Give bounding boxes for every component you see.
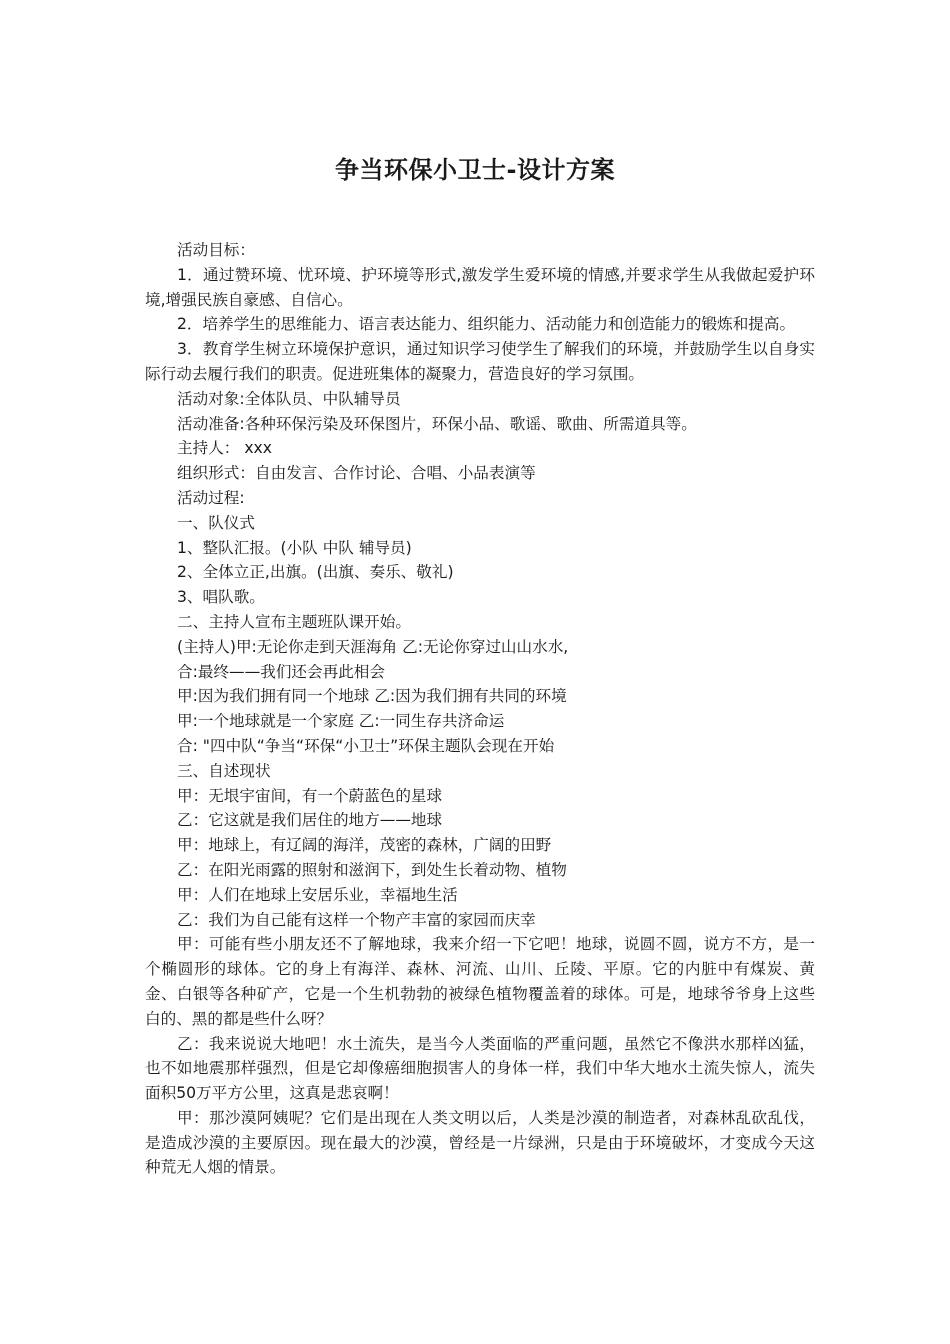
paragraph: 甲：可能有些小朋友还不了解地球，我来介绍一下它吧！地球，说圆不圆，说方不方，是一个椭圆形的球体。它的身上有海洋、森林、河流、山川、丘陵、平原。它的内脏中有煤炭、黄金、白银等各种矿产，它是一个生机勃勃的被绿色植物覆盖着的球体。可是，地球爷爷身上这些白的、黑的都是些什么呀？ [145, 935, 815, 1028]
paragraph: 甲:一个地球就是一个家庭 乙:一同生存共济命运 [177, 712, 505, 731]
paragraph: 2、全体立正,出旗。(出旗、奏乐、敬礼) [177, 563, 454, 582]
paragraph: 甲：那沙漠阿姨呢？它们是出现在人类文明以后，人类是沙漠的制造者，对森林乱砍乱伐，是造成沙漠的主要原因。现在最大的沙漠，曾经是一片绿洲，只是由于环境破坏，才变成今天这种荒无人烟的情景。 [145, 1108, 815, 1177]
paragraph: 主持人： xxx [177, 439, 273, 458]
paragraph: 3、唱队歌。 [177, 588, 265, 607]
paragraph: 3．教育学生树立环境保护意识，通过知识学习使学生了解我们的环境，并鼓励学生以自身实际行动去履行我们的职责。促进班集体的凝聚力，营造良好的学习氛围。 [145, 340, 815, 383]
paragraph: 1．通过赞环境、忧环境、护环境等形式,激发学生爱环境的情感,并要求学生从我做起爱护环境,增强民族自豪感、自信心。 [145, 265, 815, 309]
paragraph: 甲：人们在地球上安居乐业，幸福地生活 [177, 885, 458, 904]
paragraph: 活动对象:全体队员、中队辅导员 [177, 389, 401, 408]
document-body [145, 238, 815, 1180]
paragraph: 合:最终——我们还会再此相会 [177, 662, 385, 681]
paragraph: 乙：我来说说大地吧！水土流失，是当今人类面临的严重问题，虽然它不像洪水那样凶猛，也不如地震那样强烈，但是它却像癌细胞损害人的身体一样，我们中华大地水土流失惊人，流失面积50万平方公里，这真是悲哀啊！ [145, 1034, 815, 1103]
paragraph: 乙：我们为自己能有这样一个物产丰富的家园而庆幸 [177, 910, 536, 929]
paragraph: 一、队仪式 [177, 513, 255, 532]
paragraph: 三、自述现状 [177, 761, 271, 780]
paragraph: 活动过程: [177, 488, 245, 507]
paragraph: 组织形式：自由发言、合作讨论、合唱、小品表演等 [177, 464, 536, 483]
paragraph: 乙：在阳光雨露的照射和滋润下，到处生长着动物、植物 [177, 860, 567, 879]
paragraph: 合: "四中队“争当“环保“小卫士”环保主题队会现在开始 [177, 736, 555, 755]
document-title: 争当环保小卫士-设计方案 [335, 156, 615, 184]
paragraph: 甲:因为我们拥有同一个地球 乙:因为我们拥有共同的环境 [177, 687, 567, 706]
paragraph: 活动目标： [177, 241, 255, 259]
paragraph: 甲：无垠宇宙间，有一个蔚蓝色的星球 [177, 786, 443, 805]
paragraph: 甲：地球上，有辽阔的海洋，茂密的森林，广阔的田野 [177, 836, 552, 855]
paragraph: 活动准备:各种环保污染及环保图片，环保小品、歌谣、歌曲、所需道具等。 [177, 414, 697, 433]
paragraph: 1、整队汇报。(小队 中队 辅导员) [177, 538, 412, 557]
paragraph: (主持人)甲:无论你走到天涯海角 乙:无论你穿过山山水水, [177, 637, 569, 656]
paragraph: 乙：它这就是我们居住的地方——地球 [177, 811, 443, 830]
paragraph: 二、主持人宣布主题班队课开始。 [177, 612, 411, 631]
paragraph: 2．培养学生的思维能力、语言表达能力、组织能力、活动能力和创造能力的锻炼和提高。 [177, 315, 796, 334]
